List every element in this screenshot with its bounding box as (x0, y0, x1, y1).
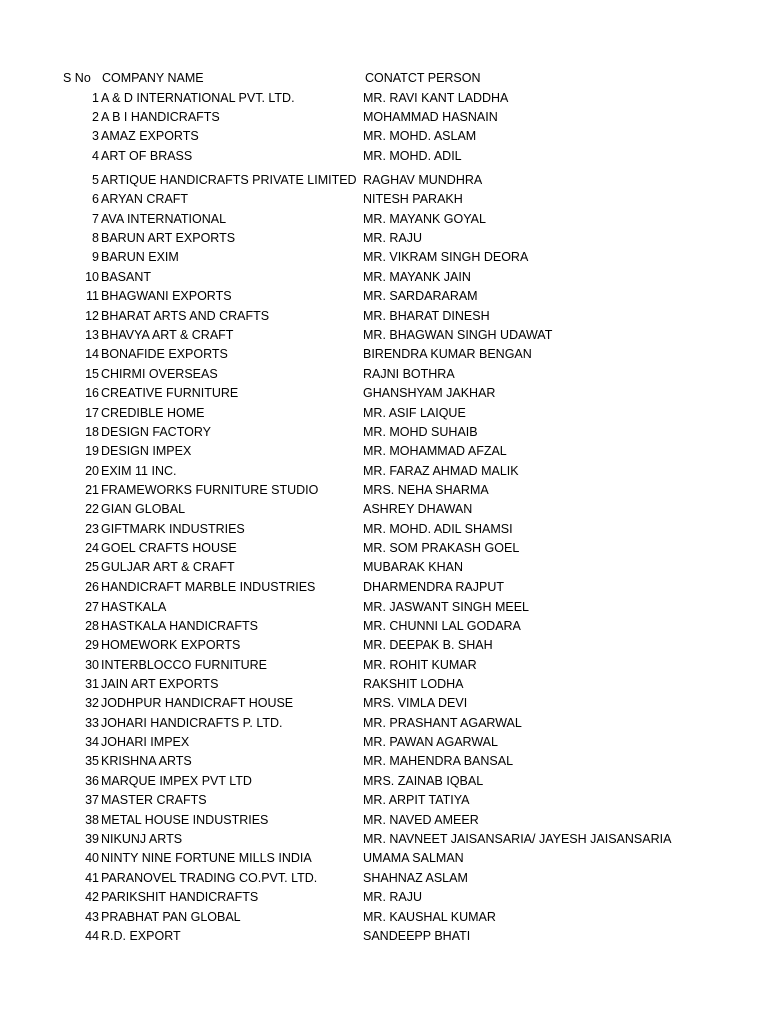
row-company-name: MASTER CRAFTS (101, 793, 207, 807)
row-company-name: JOHARI IMPEX (101, 735, 190, 749)
row-company-name: JOHARI HANDICRAFTS P. LTD. (101, 716, 283, 730)
table-row (0, 598, 768, 617)
row-contact-person: UMAMA SALMAN (363, 851, 464, 865)
row-company-name: NIKUNJ ARTS (101, 832, 183, 846)
table-row (0, 268, 768, 287)
row-company-name: NINTY NINE FORTUNE MILLS INDIA (101, 851, 312, 865)
row-contact-person: MR. MOHAMMAD AFZAL (363, 444, 507, 458)
row-sno: 15 (85, 367, 99, 381)
row-sno: 36 (85, 774, 99, 788)
table-row (0, 520, 768, 539)
row-sno: 34 (85, 735, 99, 749)
table-row (0, 752, 768, 771)
row-sno: 16 (85, 386, 99, 400)
row-sno: 10 (85, 270, 99, 284)
row-contact-person: MR. MAYANK JAIN (363, 270, 471, 284)
row-sno: 23 (85, 522, 99, 536)
row-company-name: HOMEWORK EXPORTS (101, 638, 241, 652)
row-sno: 19 (85, 444, 99, 458)
table-row (0, 617, 768, 636)
row-contact-person: MR. ARPIT TATIYA (363, 793, 470, 807)
row-sno: 40 (85, 851, 99, 865)
row-sno: 26 (85, 580, 99, 594)
table-header (0, 69, 768, 88)
row-sno: 12 (85, 309, 99, 323)
header-sno: S No (63, 71, 91, 85)
row-company-name: METAL HOUSE INDUSTRIES (101, 813, 269, 827)
row-company-name: ARYAN CRAFT (101, 192, 189, 206)
row-contact-person: MR. MAHENDRA BANSAL (363, 754, 514, 768)
row-company-name: ART OF BRASS (101, 149, 193, 163)
row-sno: 13 (85, 328, 99, 342)
table-row (0, 365, 768, 384)
row-company-name: JAIN ART EXPORTS (101, 677, 219, 691)
row-company-name: DESIGN IMPEX (101, 444, 192, 458)
table-row (0, 89, 768, 108)
row-contact-person: MR. ASIF LAIQUE (363, 406, 466, 420)
table-row (0, 811, 768, 830)
row-company-name: PARIKSHIT HANDICRAFTS (101, 890, 259, 904)
row-company-name: BHAVYA ART & CRAFT (101, 328, 234, 342)
row-contact-person: RAKSHIT LODHA (363, 677, 464, 691)
row-company-name: A & D INTERNATIONAL PVT. LTD. (101, 91, 295, 105)
table-row (0, 423, 768, 442)
row-company-name: CREATIVE FURNITURE (101, 386, 239, 400)
row-contact-person: MR. MOHD. ASLAM (363, 129, 477, 143)
row-company-name: JODHPUR HANDICRAFT HOUSE (101, 696, 294, 710)
row-sno: 20 (85, 464, 99, 478)
row-contact-person: MR. KAUSHAL KUMAR (363, 910, 496, 924)
row-company-name: PARANOVEL TRADING CO.PVT. LTD. (101, 871, 318, 885)
row-contact-person: MR. ROHIT KUMAR (363, 658, 477, 672)
row-contact-person: MR. MOHD. ADIL SHAMSI (363, 522, 513, 536)
table-row (0, 830, 768, 849)
row-company-name: KRISHNA ARTS (101, 754, 192, 768)
row-company-name: BARUN ART EXPORTS (101, 231, 236, 245)
table-row (0, 108, 768, 127)
row-company-name: HANDICRAFT MARBLE INDUSTRIES (101, 580, 316, 594)
row-company-name: AVA INTERNATIONAL (101, 212, 227, 226)
row-sno: 18 (85, 425, 99, 439)
table-row (0, 127, 768, 146)
row-contact-person: RAGHAV MUNDHRA (363, 173, 483, 187)
row-sno: 8 (92, 231, 99, 245)
row-sno: 3 (92, 129, 99, 143)
row-company-name: GULJAR ART & CRAFT (101, 560, 235, 574)
table-row (0, 656, 768, 675)
row-contact-person: SANDEEPP BHATI (363, 929, 471, 943)
table-row (0, 578, 768, 597)
row-company-name: FRAMEWORKS FURNITURE STUDIO (101, 483, 319, 497)
row-sno: 44 (85, 929, 99, 943)
row-contact-person: MR. MOHD SUHAIB (363, 425, 478, 439)
row-sno: 17 (85, 406, 99, 420)
table-row (0, 326, 768, 345)
row-contact-person: GHANSHYAM JAKHAR (363, 386, 496, 400)
table-row (0, 694, 768, 713)
row-sno: 24 (85, 541, 99, 555)
table-row (0, 442, 768, 461)
row-contact-person: MRS. ZAINAB IQBAL (363, 774, 484, 788)
row-company-name: AMAZ EXPORTS (101, 129, 199, 143)
row-contact-person: MR. JASWANT SINGH MEEL (363, 600, 529, 614)
table-row (0, 714, 768, 733)
row-contact-person: MR. PAWAN AGARWAL (363, 735, 498, 749)
row-sno: 21 (85, 483, 99, 497)
row-sno: 25 (85, 560, 99, 574)
row-company-name: BARUN EXIM (101, 250, 179, 264)
row-contact-person: MR. RAJU (363, 231, 423, 245)
row-sno: 9 (92, 250, 99, 264)
row-company-name: BHAGWANI EXPORTS (101, 289, 232, 303)
header-contact-person: CONATCT PERSON (365, 71, 481, 85)
table-row (0, 287, 768, 306)
row-sno: 32 (85, 696, 99, 710)
row-company-name: GIFTMARK INDUSTRIES (101, 522, 245, 536)
row-sno: 11 (86, 289, 99, 303)
row-contact-person: RAJNI BOTHRA (363, 367, 455, 381)
row-sno: 14 (85, 347, 99, 361)
row-sno: 35 (85, 754, 99, 768)
row-company-name: HASTKALA HANDICRAFTS (101, 619, 258, 633)
row-sno: 2 (92, 110, 99, 124)
table-row (0, 248, 768, 267)
row-company-name: BONAFIDE EXPORTS (101, 347, 228, 361)
table-row (0, 772, 768, 791)
row-sno: 29 (85, 638, 99, 652)
row-company-name: ARTIQUE HANDICRAFTS PRIVATE LIMITED (101, 173, 357, 187)
row-company-name: GIAN GLOBAL (101, 502, 186, 516)
table-row (0, 229, 768, 248)
table-row (0, 462, 768, 481)
row-contact-person: MR. DEEPAK B. SHAH (363, 638, 493, 652)
table-row (0, 636, 768, 655)
row-company-name: EXIM 11 INC. (101, 464, 177, 478)
row-sno: 38 (85, 813, 99, 827)
row-contact-person: MR. CHUNNI LAL GODARA (363, 619, 521, 633)
table-row (0, 675, 768, 694)
row-sno: 6 (92, 192, 99, 206)
row-company-name: CREDIBLE HOME (101, 406, 205, 420)
row-contact-person: ASHREY DHAWAN (363, 502, 473, 516)
table-row (0, 171, 768, 190)
table-row (0, 307, 768, 326)
row-contact-person: MRS. NEHA SHARMA (363, 483, 489, 497)
row-contact-person: DHARMENDRA RAJPUT (363, 580, 504, 594)
row-contact-person: MR. NAVED AMEER (363, 813, 479, 827)
row-sno: 39 (85, 832, 99, 846)
row-contact-person: MR. FARAZ AHMAD MALIK (363, 464, 519, 478)
row-contact-person: MR. PRASHANT AGARWAL (363, 716, 522, 730)
table-row (0, 927, 768, 946)
row-sno: 1 (92, 91, 99, 105)
table-row (0, 190, 768, 209)
table-row (0, 384, 768, 403)
row-company-name: GOEL CRAFTS HOUSE (101, 541, 237, 555)
row-contact-person: MR. MOHD. ADIL (363, 149, 462, 163)
table-row (0, 345, 768, 364)
row-sno: 33 (85, 716, 99, 730)
row-contact-person: MR. VIKRAM SINGH DEORA (363, 250, 529, 264)
row-company-name: MARQUE IMPEX PVT LTD (101, 774, 252, 788)
row-contact-person: MR. RAJU (363, 890, 423, 904)
row-sno: 5 (92, 173, 99, 187)
row-contact-person: MR. BHARAT DINESH (363, 309, 490, 323)
table-row (0, 539, 768, 558)
table-row (0, 849, 768, 868)
row-sno: 22 (85, 502, 99, 516)
table-row (0, 210, 768, 229)
row-contact-person: MOHAMMAD HASNAIN (363, 110, 498, 124)
row-company-name: INTERBLOCCO FURNITURE (101, 658, 267, 672)
table-row (0, 733, 768, 752)
row-contact-person: BIRENDRA KUMAR BENGAN (363, 347, 532, 361)
row-sno: 28 (85, 619, 99, 633)
row-sno: 7 (92, 212, 99, 226)
row-sno: 4 (92, 149, 99, 163)
table-row (0, 481, 768, 500)
row-contact-person: MUBARAK KHAN (363, 560, 464, 574)
table-row (0, 558, 768, 577)
table-row (0, 791, 768, 810)
row-company-name: A B I HANDICRAFTS (101, 110, 220, 124)
table-row (0, 908, 768, 927)
row-sno: 42 (85, 890, 99, 904)
table-row (0, 147, 768, 166)
row-contact-person: MR. SARDARARAM (363, 289, 478, 303)
row-company-name: BHARAT ARTS AND CRAFTS (101, 309, 270, 323)
row-sno: 31 (85, 677, 99, 691)
row-sno: 37 (85, 793, 99, 807)
row-contact-person: MR. BHAGWAN SINGH UDAWAT (363, 328, 553, 342)
header-company-name: COMPANY NAME (102, 71, 204, 85)
row-company-name: BASANT (101, 270, 152, 284)
row-sno: 27 (85, 600, 99, 614)
row-sno: 41 (85, 871, 99, 885)
row-contact-person: SHAHNAZ ASLAM (363, 871, 468, 885)
row-company-name: HASTKALA (101, 600, 167, 614)
row-contact-person: MR. NAVNEET JAISANSARIA/ JAYESH JAISANSARIA (363, 832, 672, 846)
row-company-name: CHIRMI OVERSEAS (101, 367, 218, 381)
row-contact-person: MR. SOM PRAKASH GOEL (363, 541, 520, 555)
row-sno: 30 (85, 658, 99, 672)
row-sno: 43 (85, 910, 99, 924)
row-contact-person: MR. RAVI KANT LADDHA (363, 91, 509, 105)
table-row (0, 888, 768, 907)
table-row (0, 404, 768, 423)
row-contact-person: MRS. VIMLA DEVI (363, 696, 468, 710)
row-company-name: DESIGN FACTORY (101, 425, 211, 439)
row-contact-person: NITESH PARAKH (363, 192, 463, 206)
row-company-name: PRABHAT PAN GLOBAL (101, 910, 241, 924)
table-row (0, 869, 768, 888)
row-company-name: R.D. EXPORT (101, 929, 181, 943)
row-contact-person: MR. MAYANK GOYAL (363, 212, 486, 226)
table-row (0, 500, 768, 519)
